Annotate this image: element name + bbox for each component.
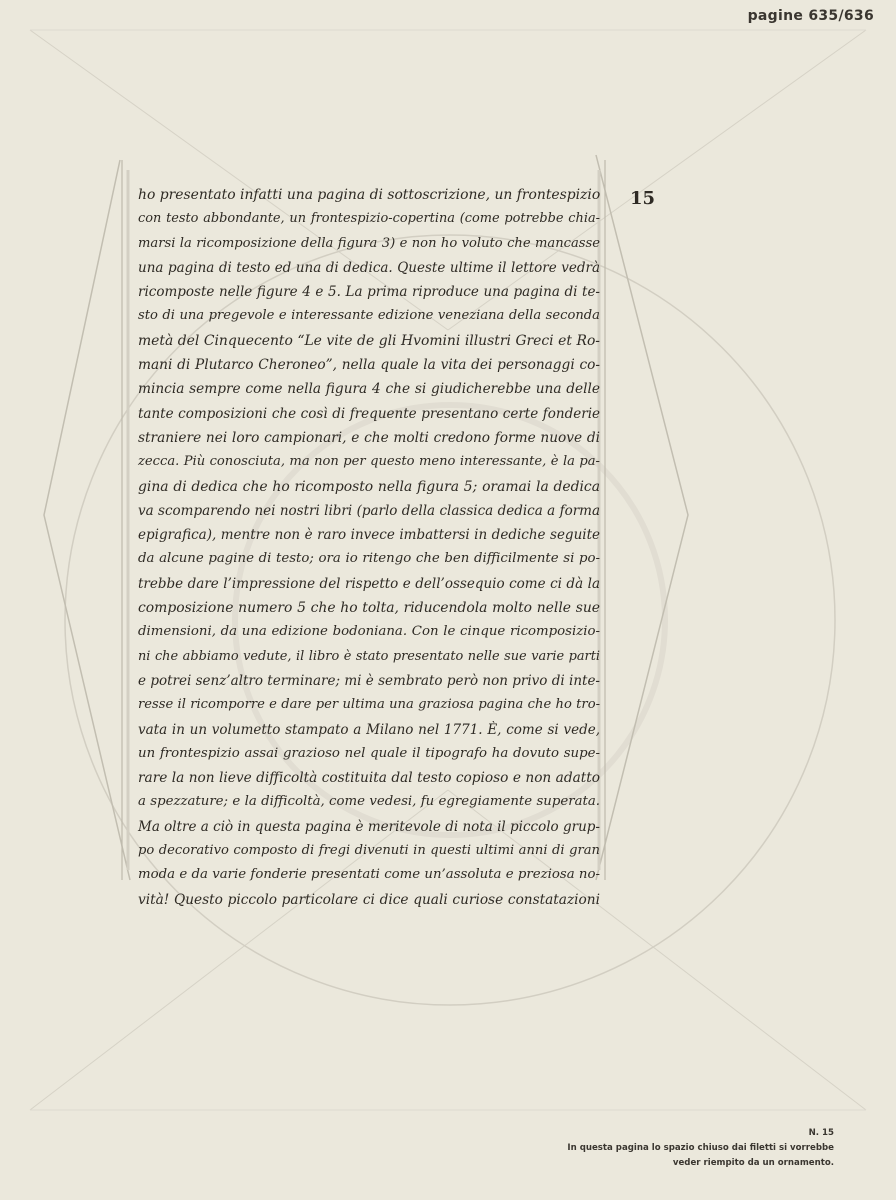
body-text-line: mani di Plutarco Cheroneo”, nella quale la vita dei personaggi co- (138, 357, 600, 374)
body-text-line: ni che abbiamo vedute, il libro è stato presentato nelle sue varie parti (138, 648, 600, 664)
body-text-line: moda e da varie fonderie presentati come un’assoluta e preziosa no- (138, 867, 600, 883)
body-text-line: a spezzature; e la difficoltà, come vedesi, fu egregiamente superata. (138, 794, 600, 810)
body-text-line: tante composizioni che così di frequente presentano certe fonderie (138, 405, 600, 422)
body-text-line: metà del Cinquecento “Le vite de gli Hvomini illustri Greci et Ro- (138, 332, 600, 349)
body-text-line: vità! Questo piccolo particolare ci dice quali curiose constatazioni (138, 891, 600, 908)
caption-line-1: In questa pagina lo spazio chiuso dai filetti si vorrebbe (567, 1143, 834, 1153)
caption-line-2: veder riempito da un ornamento. (672, 1158, 834, 1168)
page-range-header: pagine 635/636 (747, 8, 874, 24)
body-text-line: epigrafica), mentre non è raro invece imbattersi in dediche seguite (138, 527, 600, 544)
body-text-line: dimensioni, da una edizione bodoniana. Con le cinque ricomposizio- (138, 624, 600, 640)
body-text-line: rare la non lieve difficoltà costituita dal testo copioso e non adatto (138, 770, 600, 787)
body-text-line: con testo abbondante, un frontespizio-copertina (come potrebbe chia- (138, 211, 600, 227)
body-text-line: mincia sempre come nella figura 4 che si giudicherebbe una delle (138, 381, 600, 398)
body-text-line: vata in un volumetto stampato a Milano nel 1771. È, come si vede, (138, 721, 600, 738)
body-text-line: da alcune pagine di testo; ora io ritengo che ben difficilmente si po- (138, 551, 600, 567)
body-text-line: gina di dedica che ho ricomposto nella figura 5; oramai la dedica (138, 478, 600, 495)
body-text-line: po decorativo composto di fregi divenuti in questi ultimi anni di gran (138, 843, 600, 859)
body-text-line: marsi la ricomposizione della figura 3) e non ho voluto che mancasse (138, 235, 600, 251)
body-text-line: sto di una pregevole e interessante edizione veneziana della seconda (138, 308, 600, 324)
body-text-line: straniere nei loro campionari, e che molti credono forme nuove di (138, 429, 600, 446)
body-text-line: resse il ricomporre e dare per ultima una graziosa pagina che ho tro- (138, 697, 600, 713)
body-text-line: zecca. Più conosciuta, ma non per questo meno interessante, è la pa- (138, 454, 600, 470)
body-text-line: un frontespizio assai grazioso nel quale il tipografo ha dovuto supe- (138, 745, 600, 761)
body-text-line: Ma oltre a ciò in questa pagina è meritevole di nota il piccolo grup- (138, 818, 600, 835)
body-text-line: ricomposte nelle figure 4 e 5. La prima riproduce una pagina di te- (138, 284, 600, 301)
body-text-line: va scomparendo nei nostri libri (parlo della classica dedica a forma (138, 502, 600, 519)
body-text-block (138, 183, 600, 912)
body-text-line: una pagina di testo ed una di dedica. Queste ultime il lettore vedrà (138, 259, 600, 276)
body-text-line: trebbe dare l’impressione del rispetto e dell’ossequio come ci dà la (138, 575, 600, 592)
body-text-line: e potrei senz’altro terminare; mi è sembrato però non privo di inte- (138, 672, 600, 689)
page-number: 15 (630, 188, 656, 209)
caption-number: N. 15 (808, 1128, 834, 1138)
body-text-line: ho presentato infatti una pagina di sottoscrizione, un frontespizio (138, 187, 601, 203)
figure-caption (567, 1126, 834, 1171)
body-text-line: composizione numero 5 che ho tolta, riducendola molto nelle sue (138, 600, 600, 617)
